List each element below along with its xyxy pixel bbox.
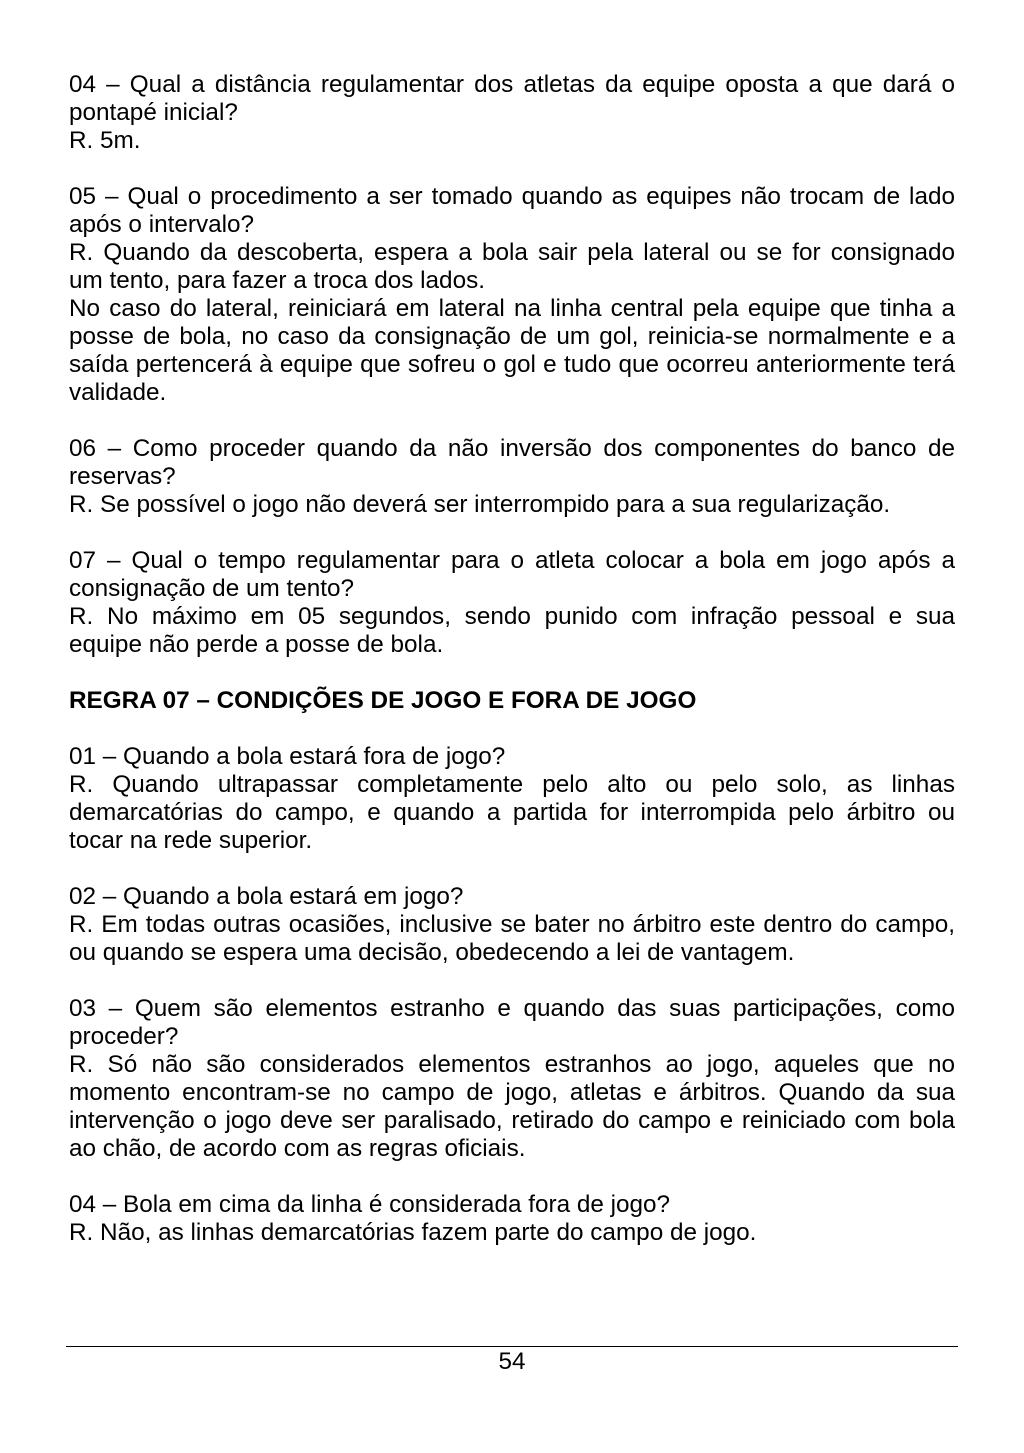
text-line: 01 – Quando a bola estará fora de jogo? [69,743,506,770]
text-line: tocar na rede superior. [69,827,313,854]
question-block [69,883,955,967]
text-line: validade. [69,379,167,406]
question-block [69,71,955,155]
text-line: posse de bola, no caso da consignação de um gol, reinicia-se normalmente e a [69,323,955,350]
answer-line: R. Se possível o jogo não deverá ser interrompido para a sua regularização. [69,491,891,518]
text-line: 04 – Qual a distância regulamentar dos atletas da equipe oposta a que dará o [69,71,955,98]
answer-line: R. 5m. [69,127,141,154]
text-line: saída pertencerá à equipe que sofreu o gol e tudo que ocorreu anteriormente terá [69,351,955,378]
section-heading: REGRA 07 – CONDIÇÕES DE JOGO E FORA DE JOGO [69,687,697,714]
text-line: consignação de um tento? [69,575,355,602]
text-line: após o intervalo? [69,211,255,238]
footer-divider [66,1346,958,1347]
question-block [69,183,955,407]
text-line: 03 – Quem são elementos estranho e quando das suas participações, como [69,995,955,1022]
page-number: 54 [498,1348,526,1375]
text-line: 04 – Bola em cima da linha é considerada fora de jogo? [69,1191,671,1218]
text-line: ou quando se espera uma decisão, obedecendo a lei de vantagem. [69,939,795,966]
answer-line: R. No máximo em 05 segundos, sendo punido com infração pessoal e sua [69,603,955,630]
answer-line: R. Só não são considerados elementos estranhos ao jogo, aqueles que no [69,1051,955,1078]
question-block [69,743,955,855]
question-block [69,995,955,1163]
page-body [69,71,955,1275]
answer-line: R. Quando ultrapassar completamente pelo alto ou pelo solo, as linhas [69,771,955,798]
text-line: No caso do lateral, reiniciará em lateral na linha central pela equipe que tinha a [69,295,955,322]
answer-line: R. Não, as linhas demarcatórias fazem parte do campo de jogo. [69,1219,757,1246]
text-line: um tento, para fazer a troca dos lados. [69,267,485,294]
text-line: proceder? [69,1023,179,1050]
text-line: reservas? [69,463,176,490]
text-line: pontapé inicial? [69,99,238,126]
answer-line: R. Quando da descoberta, espera a bola sair pela lateral ou se for consignado [69,239,955,266]
text-line: equipe não perde a posse de bola. [69,631,444,658]
text-line: ao chão, de acordo com as regras oficiais. [69,1135,526,1162]
text-line: 05 – Qual o procedimento a ser tomado quando as equipes não trocam de lado [69,183,955,210]
text-line: demarcatórias do campo, e quando a partida for interrompida pelo árbitro ou [69,799,955,826]
text-line: 06 – Como proceder quando da não inversão dos componentes do banco de [69,435,955,462]
question-block [69,1191,955,1247]
text-line: momento encontram-se no campo de jogo, atletas e árbitros. Quando da sua [69,1079,955,1106]
text-line: intervenção o jogo deve ser paralisado, retirado do campo e reiniciado com bola [69,1107,955,1134]
question-block [69,547,955,659]
text-line: 02 – Quando a bola estará em jogo? [69,883,464,910]
text-line: 07 – Qual o tempo regulamentar para o atleta colocar a bola em jogo após a [69,547,955,574]
answer-line: R. Em todas outras ocasiões, inclusive se bater no árbitro este dentro do campo, [69,911,955,938]
question-block [69,435,955,519]
